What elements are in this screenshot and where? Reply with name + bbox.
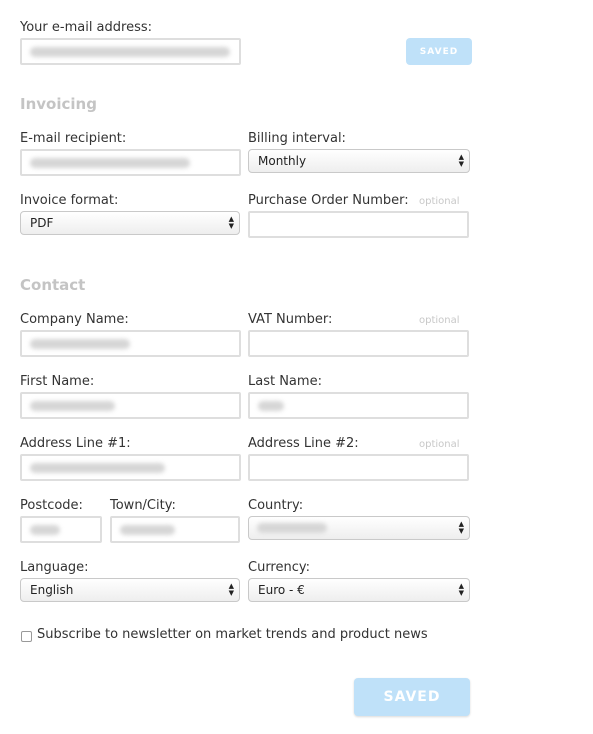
blurred-value xyxy=(30,525,60,535)
po-number-label: Purchase Order Number: xyxy=(248,193,409,208)
email-field[interactable] xyxy=(20,38,241,65)
vat-optional-hint: optional xyxy=(419,315,460,326)
select-arrows-icon: ▲ ▼ xyxy=(458,520,464,535)
billing-interval-value: Monthly xyxy=(258,154,307,168)
town-city-label: Town/City: xyxy=(110,498,176,513)
contact-heading: Contact xyxy=(20,276,86,294)
address-line2-label: Address Line #2: xyxy=(248,436,359,451)
language-label: Language: xyxy=(20,560,89,575)
invoice-format-value: PDF xyxy=(30,216,54,230)
last-name-field[interactable] xyxy=(248,392,469,419)
currency-select[interactable] xyxy=(248,578,470,602)
email-recipient-label: E-mail recipient: xyxy=(20,131,127,146)
invoice-format-label: Invoice format: xyxy=(20,193,119,208)
first-name-label: First Name: xyxy=(20,374,95,389)
postcode-field[interactable] xyxy=(20,516,102,543)
blurred-value xyxy=(30,47,230,57)
blurred-value xyxy=(30,158,190,168)
first-name-field[interactable] xyxy=(20,392,241,419)
last-name-label: Last Name: xyxy=(248,374,322,389)
postcode-label: Postcode: xyxy=(20,498,83,513)
address-line1-field[interactable] xyxy=(20,454,241,481)
email-recipient-field[interactable] xyxy=(20,149,241,176)
saved-button[interactable]: SAVED xyxy=(354,678,470,716)
invoice-format-select[interactable] xyxy=(20,211,240,235)
saved-button-small[interactable]: SAVED xyxy=(406,38,472,65)
vat-number-label: VAT Number: xyxy=(248,312,333,327)
town-city-field[interactable] xyxy=(110,516,240,543)
email-label: Your e-mail address: xyxy=(20,20,153,35)
company-name-label: Company Name: xyxy=(20,312,129,327)
language-value: English xyxy=(30,583,74,597)
blurred-value xyxy=(257,523,327,533)
address-line2-field[interactable] xyxy=(248,454,469,481)
po-number-field[interactable] xyxy=(248,211,469,238)
address2-optional-hint: optional xyxy=(419,439,460,450)
company-name-field[interactable] xyxy=(20,330,241,357)
billing-interval-label: Billing interval: xyxy=(248,131,346,146)
select-arrows-icon: ▲ ▼ xyxy=(458,582,464,597)
country-label: Country: xyxy=(248,498,304,513)
blurred-value xyxy=(120,525,175,535)
currency-value: Euro - € xyxy=(258,583,305,597)
invoicing-heading: Invoicing xyxy=(20,95,97,113)
currency-label: Currency: xyxy=(248,560,311,575)
select-arrows-icon: ▲ ▼ xyxy=(228,215,234,230)
language-select[interactable] xyxy=(20,578,240,602)
select-arrows-icon: ▲ ▼ xyxy=(458,153,464,168)
po-optional-hint: optional xyxy=(419,196,460,207)
blurred-value xyxy=(30,401,115,411)
blurred-value xyxy=(30,339,130,349)
newsletter-checkbox[interactable] xyxy=(21,631,32,642)
vat-number-field[interactable] xyxy=(248,330,469,357)
country-select[interactable] xyxy=(248,516,470,540)
newsletter-label: Subscribe to newsletter on market trends and product news xyxy=(37,627,428,642)
select-arrows-icon: ▲ ▼ xyxy=(228,582,234,597)
billing-interval-select[interactable] xyxy=(248,149,470,173)
blurred-value xyxy=(30,463,165,473)
address-line1-label: Address Line #1: xyxy=(20,436,131,451)
blurred-value xyxy=(258,401,284,411)
